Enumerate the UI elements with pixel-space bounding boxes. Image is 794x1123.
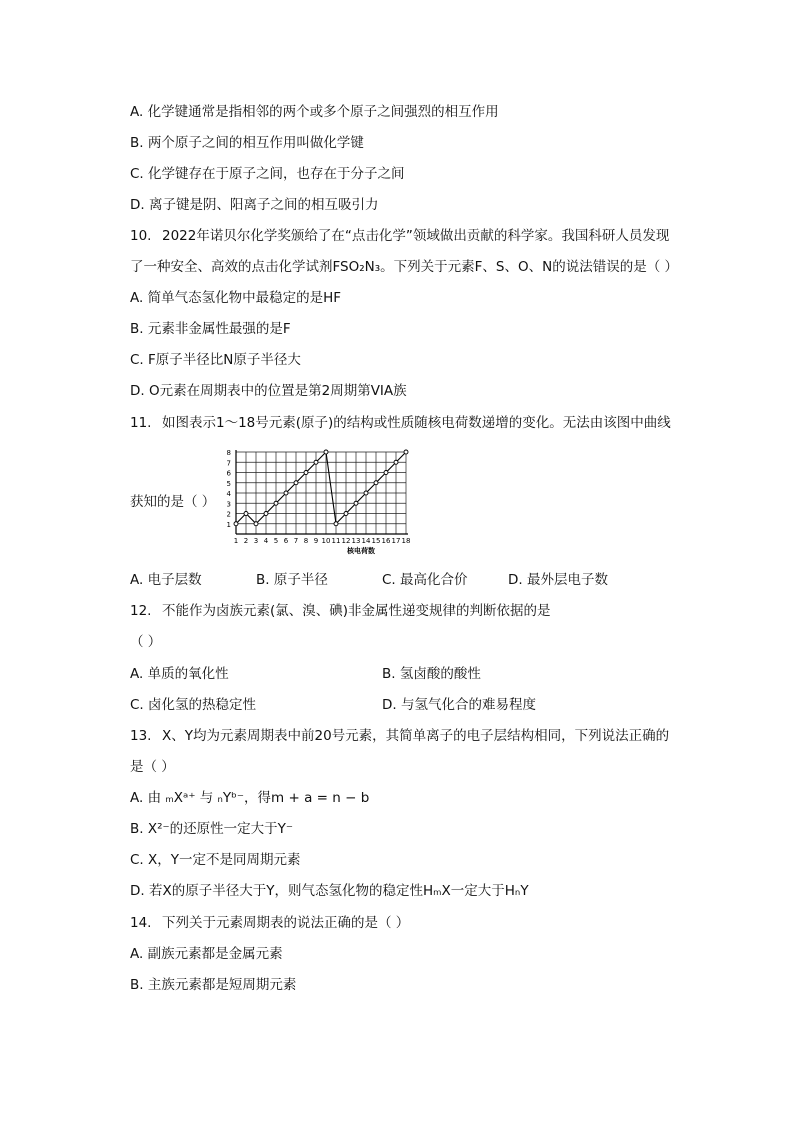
data-point xyxy=(254,522,258,526)
x-tick-label: 2 xyxy=(243,537,249,545)
data-point xyxy=(274,501,278,505)
q13-option-c: C. X，Y一定不是同周期元素 xyxy=(130,852,301,868)
q11-option-b: B. 原子半径 xyxy=(256,572,328,588)
x-tick-label: 5 xyxy=(273,537,279,545)
q13-stem-line1 xyxy=(130,726,669,746)
data-point xyxy=(404,450,408,454)
q10-option-c: C. F原子半径比N原子半径大 xyxy=(130,352,301,368)
x-tick-label: 15 xyxy=(371,537,381,545)
q12-option-d: D. 与氢气化合的难易程度 xyxy=(382,697,536,713)
x-tick-label: 7 xyxy=(293,537,299,545)
x-tick-label: 10 xyxy=(321,537,331,545)
data-point xyxy=(324,450,328,454)
q9-option-a: A. 化学键通常是指相邻的两个或多个原子之间强烈的相互作用 xyxy=(130,104,499,120)
q12-number: 12. xyxy=(130,603,152,619)
q12-option-c: C. 卤化氢的热稳定性 xyxy=(130,697,257,713)
q12-stem-line1 xyxy=(130,601,551,621)
series-line xyxy=(236,452,406,524)
x-tick-label: 17 xyxy=(391,537,401,545)
q11-chart xyxy=(222,448,414,564)
q10-number: 10. xyxy=(130,228,152,244)
y-tick-label: 4 xyxy=(226,490,231,498)
y-tick-label: 3 xyxy=(226,500,231,509)
q14-option-a: A. 副族元素都是金属元素 xyxy=(130,946,283,962)
q12-options-row-2 xyxy=(130,695,536,715)
x-tick-label: 9 xyxy=(313,537,319,545)
data-point xyxy=(284,491,288,495)
x-tick-label: 12 xyxy=(341,537,351,545)
q10-option-d: D. O元素在周期表中的位置是第2周期第VIA族 xyxy=(130,383,407,399)
data-point xyxy=(394,460,398,464)
q10-text-1: 2022年诺贝尔化学奖颁给了在“点击化学”领域做出贡献的科学家。我国科研人员发现 xyxy=(162,228,670,244)
x-tick-label: 8 xyxy=(303,537,309,545)
q14-stem-line1 xyxy=(130,913,409,933)
data-point xyxy=(344,512,348,516)
q13-option-a: A. 由 ₘXᵃ⁺ 与 ₙYᵇ⁻，得m + a = n − b xyxy=(130,790,370,806)
q9-option-d: D. 离子键是阴、阳离子之间的相互吸引力 xyxy=(130,197,379,213)
data-point xyxy=(374,481,378,485)
data-point xyxy=(234,522,238,526)
data-point xyxy=(364,491,368,495)
y-tick-label: 1 xyxy=(226,520,231,529)
data-point xyxy=(384,471,388,475)
x-tick-label: 13 xyxy=(351,537,361,545)
q11-chart-svg xyxy=(222,448,414,560)
q12-stem-line2: （ ） xyxy=(130,634,162,650)
q14-text-1: 下列关于元素周期表的说法正确的是（ ） xyxy=(162,915,410,931)
q10-option-a: A. 简单气态氢化物中最稳定的是HF xyxy=(130,290,341,306)
q9-option-c: C. 化学键存在于原子之间，也存在于分子之间 xyxy=(130,166,405,182)
y-tick-label: 8 xyxy=(226,449,231,457)
data-point xyxy=(244,512,248,516)
data-point xyxy=(304,471,308,475)
x-tick-label: 14 xyxy=(361,537,371,545)
data-point xyxy=(294,481,298,485)
data-point xyxy=(354,501,358,505)
q10-option-b: B. 元素非金属性最强的是F xyxy=(130,321,291,337)
q13-option-d: D. 若X的原子半径大于Y，则气态氢化物的稳定性HₘX一定大于HₙY xyxy=(130,883,529,899)
q14-option-b: B. 主族元素都是短周期元素 xyxy=(130,977,297,993)
x-tick-label: 6 xyxy=(283,537,289,545)
y-tick-label: 2 xyxy=(226,510,231,519)
q9-option-b: B. 两个原子之间的相互作用叫做化学键 xyxy=(130,135,364,151)
q12-option-a: A. 单质的氧化性 xyxy=(130,666,229,682)
q13-option-b: B. X²⁻的还原性一定大于Y⁻ xyxy=(130,821,294,837)
q12-option-b: B. 氢卤酸的酸性 xyxy=(382,666,481,682)
y-tick-label: 7 xyxy=(226,459,231,468)
q12-text-1: 不能作为卤族元素(氯、溴、碘)非金属性递变规律的判断依据的是 xyxy=(162,603,551,619)
x-axis-title: 核电荷数 xyxy=(347,547,375,555)
data-point xyxy=(264,512,268,516)
data-point xyxy=(334,522,338,526)
data-point xyxy=(314,460,318,464)
x-tick-label: 1 xyxy=(233,537,239,545)
q11-option-c: C. 最高化合价 xyxy=(382,572,468,588)
x-tick-label: 18 xyxy=(401,537,411,545)
q10-stem-line1 xyxy=(130,226,669,246)
q13-text-1: X、Y均为元素周期表中前20号元素，其简单离子的电子层结构相同，下列说法正确的 xyxy=(162,728,670,744)
q11-number: 11. xyxy=(130,415,152,431)
q13-stem-line2: 是（ ） xyxy=(130,759,175,775)
y-tick-label: 5 xyxy=(226,479,231,488)
q11-text-1: 如图表示1～18号元素(原子)的结构或性质随核电荷数递增的变化。无法由该图中曲线 xyxy=(162,415,671,431)
q11-option-d: D. 最外层电子数 xyxy=(508,572,608,588)
q11-stem-line1 xyxy=(130,413,671,433)
q11-options-row xyxy=(130,570,608,590)
q13-number: 13. xyxy=(130,728,152,744)
y-tick-label: 6 xyxy=(226,469,231,478)
q10-stem-line2: 了一种安全、高效的点击化学试剂FSO₂N₃。下列关于元素F、S、O、N的说法错误的是（ ） xyxy=(130,259,678,275)
q11-stem-line2: 获知的是（ ） xyxy=(130,494,216,510)
x-tick-label: 11 xyxy=(331,537,341,545)
q12-options-row-1 xyxy=(130,664,481,684)
x-tick-label: 3 xyxy=(253,537,259,545)
x-tick-label: 16 xyxy=(381,537,391,545)
q14-number: 14. xyxy=(130,915,152,931)
q11-option-a: A. 电子层数 xyxy=(130,572,202,588)
x-tick-label: 4 xyxy=(263,537,269,545)
